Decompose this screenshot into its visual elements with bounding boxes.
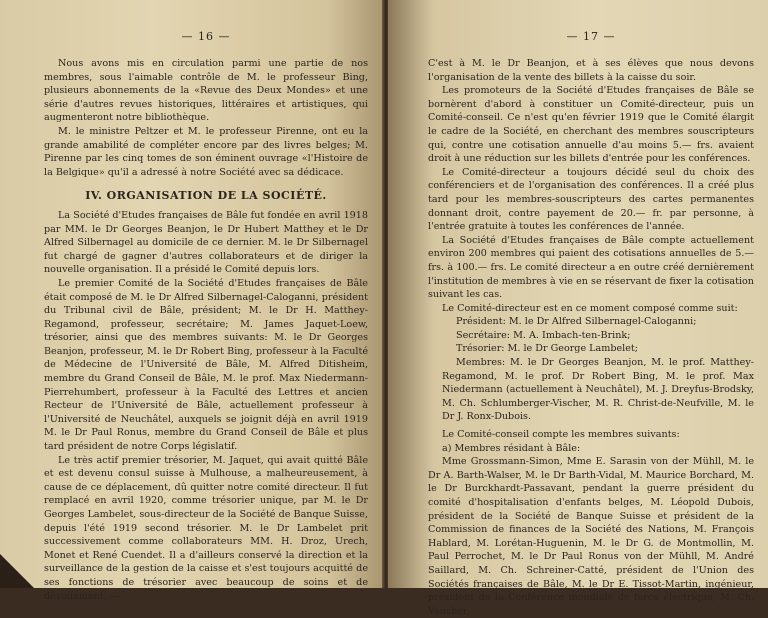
shadow-corner: [0, 554, 34, 588]
page-number: — 16 —: [181, 30, 231, 43]
paragraph: Le très actif premier trésorier, M. Jaquet, qui avait quitté Bâle et est devenu consul suisse à Mulhouse, a malheureusement, à cause de ce déplacement, dû quitter notre comité directeur. Il fut remplacé en avril 1920, comme trésorier unique, par M. le Dr Georges Lambelet, sous-directeur de la Société de Banque Suisse, depuis l'été 1919 second trésorier. M. le Dr Lambelet prit successivement comme collaborateurs MM. H. Droz, Urech, Monet et René Cuendet. Il a d'ailleurs conservé la direction et la surveillance de la gestion de la caisse et s'est toujours acquitté de ses fonctions de trésorier avec beaucoup de soins et de dévouement. —: [44, 454, 368, 602]
paragraph: Les promoteurs de la Société d'Etudes françaises de Bâle se bornèrent d'abord à constituer un Comité-directeur, puis un Comité-conseil. Ce n'est qu'en février 1919 que le Comité élargit le cadre de la Société, en cherchant des membres souscripteurs qui, contre une cotisation annuelle d'au moins 5.— frs. avaient droit à une réduction sur les billets d'entrée pour les conférences.: [428, 85, 754, 165]
right-page: [388, 0, 768, 617]
paragraph: La Société d'Etudes françaises de Bâle compte actuellement environ 200 membres qui paient des cotisations annuelles de 5.— frs. à 100.— frs. Le comité directeur a en outre créé dernièrement l'institution de membres à vie en se réservant de fixer la cotisation suivant les cas.: [428, 234, 754, 301]
paragraph: C'est à M. le Dr Beanjon, et à ses élèves que nous devons l'organisation de la vente des billets à la caisse du soir.: [428, 58, 754, 83]
committee-item: Président: M. le Dr Alfred Silbernagel-Caloganni;: [456, 316, 697, 328]
paragraph: Le Comité-directeur est en ce moment composé comme suit:: [442, 302, 738, 314]
paragraph: M. le ministre Peltzer et M. le professeur Pirenne, ont eu la grande amabilité de compléter encore par des livres belges; M. Pirenne par les cinq tomes de son éminent ouvrage «l'Histoire de la Belgique» qu'il a adressé à notre Société avec sa dédicace.: [44, 125, 368, 178]
left-page: [0, 0, 384, 602]
left-body: [44, 57, 368, 603]
committee-item: Trésorier: M. le Dr George Lambelet;: [456, 343, 639, 355]
paragraph: Nous avons mis en circulation parmi une partie de nos membres, sous l'aimable contrôle de M. le professeur Bing, plusieurs abonnements de la «Revue des Deux Mondes» et une série d'autres revues historiques, littéraires et artistiques, qui augmenteront notre bibliothèque.: [44, 58, 368, 124]
paragraph: Le Comité-directeur a toujours décidé seul du choix des conférenciers et de l'organisation des conférences. Il a créé plus tard pour les membres-souscripteurs des cartes permanentes donnant droit, contre payement de 20.— fr. par personne, à l'entrée gratuite à toutes les conférences de l'année.: [428, 166, 754, 233]
section-heading: IV. ORGANISATION DE LA SOCIÉTÉ.: [85, 189, 327, 203]
paragraph: Le Comité-conseil compte les membres suivants:: [442, 429, 680, 441]
right-body: [428, 57, 754, 618]
paragraph: Mme Grossmann-Simon, Mme E. Sarasin von der Mühll, M. le Dr A. Barth-Walser, M. le Dr Barth-Vidal, M. Maurice Borchard, M. le Dr Burckhardt-Passavant, pendant la guerre président du comité d'hospitalisation d'enfants belges, M. Léopold Dubois, président de la Société de Banque Suisse et président de la Commission de finances de la Société des Nations, M. François Hablard, M. Lorétan-Huguenin, M. le Dr G. de Montmollin, M. Paul Perrochet, M. le Dr Paul Ronus von der Mühll, M. André Saillard, M. Ch. Schreiner-Catté, président de l'Union des Sociétés françaises de Bâle, M. le Dr E. Tissot-Martin, ingénieur, président de la Conférence mondiale de force électrique, M. Ch. Vaucher,: [428, 456, 754, 617]
paragraph: La Société d'Etudes françaises de Bâle fut fondée en avril 1918 par MM. le Dr Georges Beanjon, le Dr Hubert Matthey et le Dr Alfred Silbernagel au domicile de ce dernier. M. le Dr Silbernagel fut chargé de gagner d'autres collaborateurs et de diriger la nouvelle organisation. Il a présidé le Comité depuis lors.: [44, 209, 368, 276]
subheading: a) Membres résidant à Bâle:: [442, 442, 581, 454]
committee-item: Secrétaire: M. A. Imbach-ten-Brink;: [456, 329, 631, 341]
committee-item: Membres: M. le Dr Georges Beanjon, M. le prof. Matthey-Regamond, M. le prof. Dr Robert Bing, M. le prof. Max Niedermann (actuellement à Neuchâtel), M. J. Dreyfus-Brodsky, M. Ch. Schlumberger-Vischer, M. R. Christ-de-Neufville, M. le Dr J. Ronx-Dubois.: [442, 357, 754, 423]
paragraph: Le premier Comité de la Société d'Etudes françaises de Bâle était composé de M. le Dr Alfred Silbernagel-Caloganni, président du Tribunal civil de Bâle, président; M. le Dr H. Matthey-Regamond, professeur, secrétaire; M. James Jaquet-Loew, trésorier, ainsi que des membres suivants: M. le Dr Georges Beanjon, professeur, M. le Dr Robert Bing, professeur à la Faculté de Médecine de l'Université de Bâle, M. Alfred Ditisheim, membre du Grand Conseil de Bâle, M. le prof. Max Niedermann-Pierrehumbert, professeur à la Faculté des Lettres et ancien Recteur de l'Université de Bâle, actuellement professeur à l'Université de Neuchâtel, auxquels se joignit déjà en avril 1919 M. le Dr Paul Ronus, membre du Grand Conseil de Bâle et plus tard président de notre Corps législatif.: [44, 277, 368, 453]
page-number: — 17 —: [566, 30, 616, 43]
